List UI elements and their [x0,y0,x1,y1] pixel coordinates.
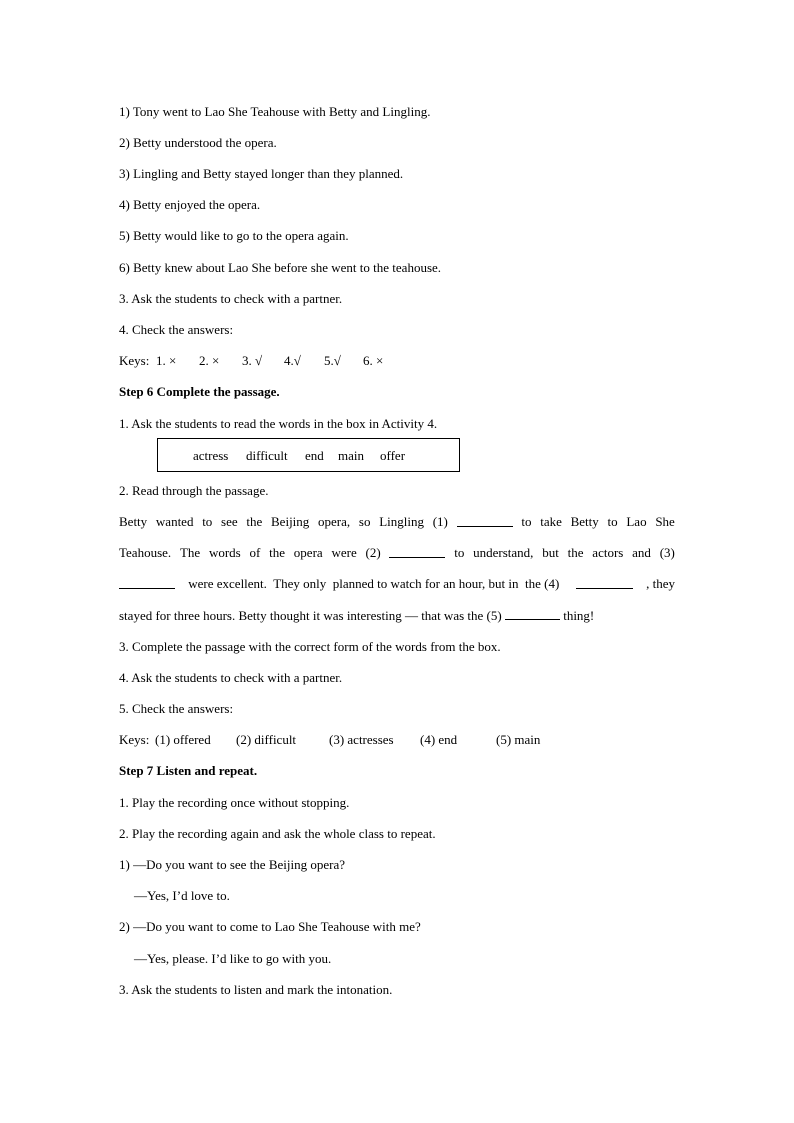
passage-word: the [567,545,584,560]
passage-word: but [542,545,559,560]
passage-word: (2) [365,545,381,560]
passage-word: to [454,545,465,560]
passage-word: opera, [318,514,351,529]
passage-word: the [246,514,263,529]
passage-word: and [632,545,651,560]
word-box [157,438,460,472]
key-item: (2) difficult [236,732,297,747]
key-item: 4.√ [284,353,301,368]
key-item: 3. √ [242,353,263,368]
passage-word: were [331,545,357,560]
passage-word: to [607,514,618,529]
key-item: (3) actresses [329,732,394,747]
box-word: main [338,448,364,463]
passage-word: Beijing [271,514,310,529]
box-word: actress [193,448,229,463]
passage-word: Betty [119,514,148,529]
passage-word: (1) [432,514,448,529]
box-word: offer [380,448,406,463]
statement-2: 2) Betty understood the opera. [119,135,277,150]
key-item: 1. × [156,353,177,368]
passage-word: opera [293,545,323,560]
passage-word: (3) [659,545,675,560]
passage-line-2 [119,545,675,561]
key-item: 2. × [199,353,220,368]
passage-word: Teahouse. [119,545,172,560]
dialogue-1-question: 1) —Do you want to see the Beijing opera? [119,857,345,872]
key-item: (4) end [420,732,458,747]
dialogue-1-answer: —Yes, I’d love to. [134,888,230,903]
step6-instruction-2: 2. Read through the passage. [119,483,269,498]
passage-word: Lingling [379,514,424,529]
step7-heading: Step 7 Listen and repeat. [119,763,258,778]
passage-text: thing! [559,608,595,623]
step7-instruction-1: 1. Play the recording once without stopping. [119,795,350,810]
key-item: 5.√ [324,353,341,368]
passage-word: She [655,514,675,529]
passage-word: Betty [570,514,599,529]
answer-blank-5[interactable] [505,607,560,620]
passage-word: wanted [155,514,194,529]
step7-instruction-3: 3. Ask the students to listen and mark the intonation. [119,982,393,997]
keys-label: Keys: [119,732,150,747]
passage-word: so [358,514,371,529]
key-item: (5) main [496,732,541,747]
step6-instruction-1: 1. Ask the students to read the words in the box in Activity 4. [119,416,438,431]
answer-keys-step6 [119,732,541,748]
answer-blank-3[interactable] [119,576,175,589]
passage-word: the [269,545,286,560]
passage-word: of [249,545,261,560]
answer-blank-1[interactable] [457,514,513,527]
instruction-check-partner: 3. Ask the students to check with a partner. [119,291,343,306]
passage-text: , they [646,576,675,591]
answer-keys-step5 [119,353,384,369]
key-item: 6. × [363,353,384,368]
passage-word: The [179,545,201,560]
passage-word: take [540,514,562,529]
statement-1: 1) Tony went to Lao She Teahouse with Betty and Lingling. [119,104,431,119]
passage-line-3 [119,576,675,592]
keys-label: Keys: [119,353,150,368]
instruction-check-answers: 4. Check the answers: [119,322,234,337]
step6-instruction-5: 5. Check the answers: [119,701,234,716]
answer-blank-2[interactable] [389,545,445,558]
step6-instruction-4: 4. Ask the students to check with a partner. [119,670,343,685]
passage-text: stayed for three hours. Betty thought it was interesting — that was the (5) [119,608,505,623]
dialogue-2-answer: —Yes, please. I’d like to go with you. [134,951,332,966]
box-word: end [305,448,324,463]
passage-word: words [208,545,241,560]
passage-word: to [202,514,213,529]
dialogue-2-question: 2) —Do you want to come to Lao She Teahouse with me? [119,919,421,934]
passage-word: understand, [473,545,534,560]
statement-4: 4) Betty enjoyed the opera. [119,197,261,212]
passage-word: Lao [626,514,647,529]
step7-instruction-2: 2. Play the recording again and ask the whole class to repeat. [119,826,436,841]
passage-text: were excellent. They only planned to watch for an hour, but in the (4) [188,576,563,591]
passage-word: see [221,514,238,529]
step6-instruction-3: 3. Complete the passage with the correct form of the words from the box. [119,639,501,654]
passage-line-1 [119,514,675,530]
passage-word: to [521,514,532,529]
statement-6: 6) Betty knew about Lao She before she went to the teahouse. [119,260,442,275]
passage-line-4 [119,607,594,624]
statement-5: 5) Betty would like to go to the opera again. [119,228,349,243]
step6-heading: Step 6 Complete the passage. [119,384,280,399]
key-item: (1) offered [155,732,211,747]
statement-3: 3) Lingling and Betty stayed longer than they planned. [119,166,404,181]
box-word: difficult [246,448,288,463]
answer-blank-4[interactable] [576,576,633,589]
passage-word: actors [592,545,624,560]
